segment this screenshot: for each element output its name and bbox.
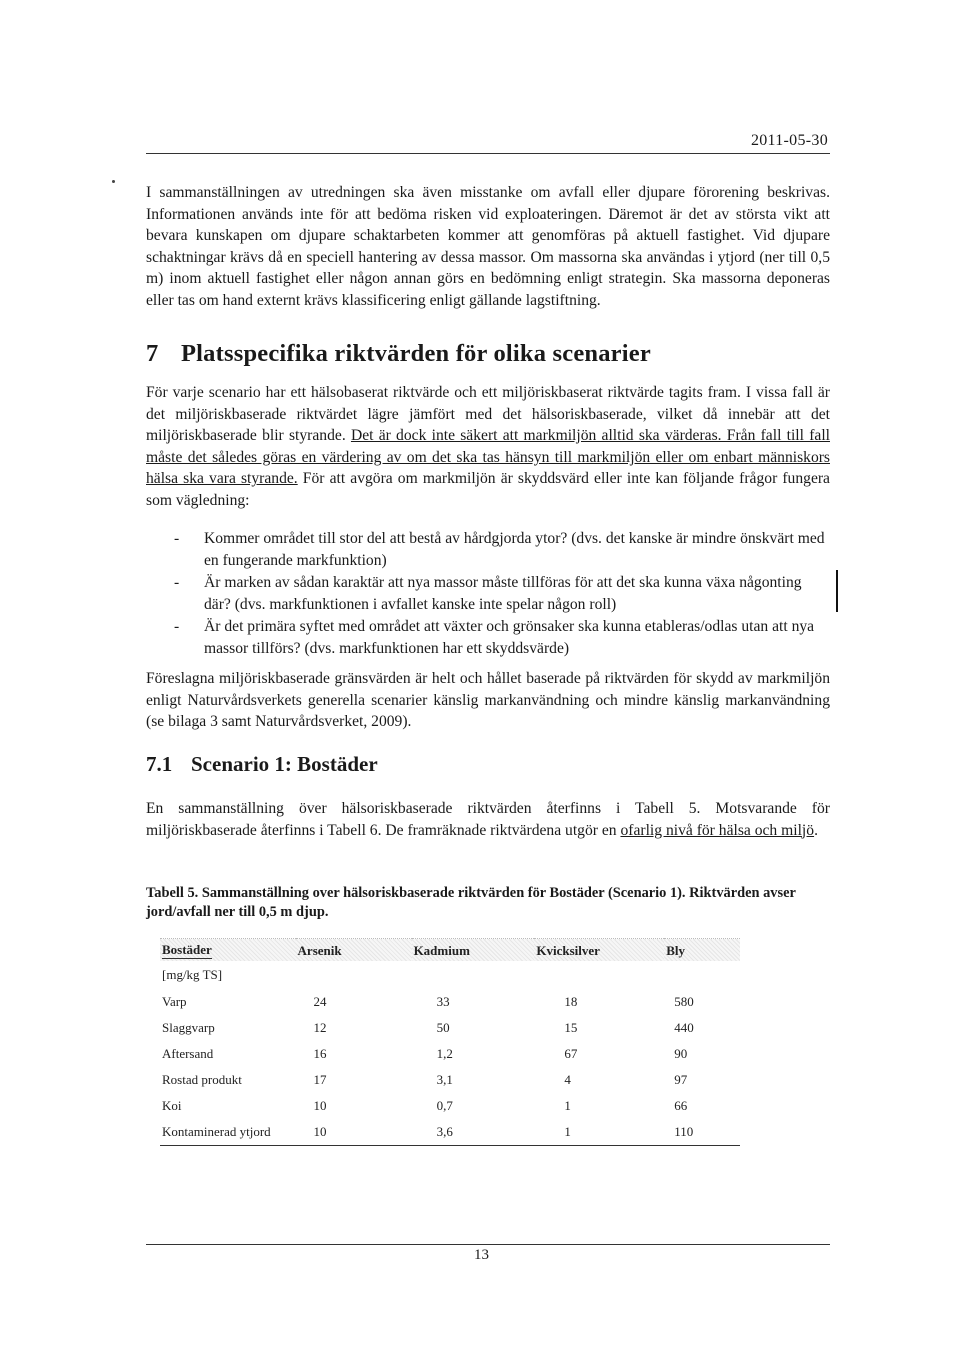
- header-date: 2011-05-30: [750, 132, 828, 149]
- section-7-heading: [146, 340, 651, 368]
- list-item-text: Kommer området till stor del att bestå av hårdgjorda ytor? (dvs. det kanske är mindre önskvärt med en fungerande markfunktion): [204, 530, 825, 569]
- table-cell: 10: [313, 1098, 327, 1113]
- table-cell: 4: [564, 1072, 571, 1087]
- table-cell: 24: [313, 994, 327, 1009]
- table-header-row: [160, 939, 740, 962]
- section-7-text-start: För varje scenario har ett hälsobaserat riktvärde och ett miljöriskbaserat riktvärde tagits fram. I vissa fall är det miljöriskbaserade riktvärdet lägre jämfört med det hälsoriskbaserade, vilket då innebär att det miljöriskbaserade blir styrande.: [146, 384, 830, 445]
- bullet-dash: -: [174, 618, 180, 636]
- bullet-dash: -: [174, 530, 180, 547]
- intro-paragraph: I sammanställningen av utredningen ska även misstanke om avfall eller djupare förorening beskrivas. Informationen används inte för att bedöma risken vid exploateringen. Däremot är det av största vikt att bevara kunskapen om djupare schaktarbeten kommer att genomföras på aktuell fastighet. Vid djupare schaktningar krävs då en speciell hantering av dessa massor. Om massorna ska användas i ytjord (ner till 0,5 m) inom aktuell fastighet eller någon annan görs en bedömning enligt strategin. Ska massorna deponeras eller tas om hand externt krävs klassificering enligt gällande lagstiftning.: [146, 184, 830, 309]
- table-cell: 15: [564, 1020, 578, 1035]
- unit-row: [160, 961, 740, 989]
- section-7-underlined-text: Det är dock inte säkert att markmiljön alltid ska värderas. Från fall till fall måste det således göras en värdering av om det ska tas hänsyn till markmiljön eller om enbart människors hälsa ska vara styrande.: [146, 427, 830, 488]
- table-cell: 17: [313, 1072, 327, 1087]
- table-cell: Rostad produkt: [162, 1072, 242, 1087]
- section-7-1-number: 7.1: [146, 752, 173, 776]
- table-cell: 1: [564, 1098, 571, 1113]
- section-7-1-underlined-text: ofarlig nivå för hälsa och miljö: [620, 821, 815, 839]
- column-header: Arsenik: [296, 939, 412, 962]
- table-cell: Kontaminerad ytjord: [160, 1119, 296, 1146]
- section-7-text-end: För att avgöra om markmiljön är skyddsvärd eller inte kan följande frågor fungera som vägledning:: [146, 470, 830, 509]
- scan-speck: [112, 180, 115, 183]
- table-cell: 3,6: [412, 1119, 535, 1146]
- table-cell: Aftersand: [162, 1046, 214, 1061]
- footer-rule: [146, 1244, 830, 1245]
- table-cell: Varp: [162, 994, 187, 1009]
- table-cell: 33: [436, 994, 450, 1009]
- list-item-text: Är det primära syftet med området att växter och grönsaker ska kunna etableras/odlas utan att nya massor tillförs? (dvs. markfunktionen har ett skyddsvärde): [204, 618, 815, 657]
- table-cell: 66: [674, 1098, 688, 1113]
- guidance-question-list: [146, 528, 830, 661]
- conclusion-paragraph: Föreslagna miljöriskbaserade gränsvärden är helt och hållet baserade på riktvärden för skydd av markmiljön enligt Naturvårdsverkets generella scenarier känslig markanvändning och mindre känslig markanvändning (se bilaga 3 samt Naturvårdsverket, 2009).: [146, 670, 830, 731]
- table-cell: 440: [674, 1020, 694, 1035]
- section-7-title: Platsspecifika riktvärden för olika scenarier: [181, 340, 651, 367]
- table-5: [160, 938, 740, 1146]
- revision-change-bar: [836, 570, 838, 612]
- unit-label: [mg/kg TS]: [162, 967, 223, 982]
- section-7-paragraph: [146, 382, 830, 512]
- section-7-1-paragraph: [146, 798, 830, 841]
- table-row: [160, 1041, 740, 1067]
- table-row: [160, 1093, 740, 1119]
- column-header: Bly: [664, 939, 740, 962]
- table-row: [160, 1067, 740, 1093]
- table-cell: Koi: [162, 1098, 182, 1113]
- table-cell: 3,1: [436, 1072, 453, 1087]
- table-cell: 90: [674, 1046, 688, 1061]
- table-cell: 50: [436, 1020, 450, 1035]
- table-cell: 18: [564, 994, 578, 1009]
- table-cell: 580: [674, 994, 694, 1009]
- table-row: [160, 1119, 740, 1146]
- column-header: Kadmium: [412, 939, 535, 962]
- table-row: [160, 989, 740, 1015]
- table-cell: 67: [564, 1046, 578, 1061]
- column-header: Kvicksilver: [534, 939, 664, 962]
- table-cell: 10: [296, 1119, 412, 1146]
- list-item: [146, 528, 830, 571]
- list-item-text: Är marken av sådan karaktär att nya massor måste tillföras för att det ska kunna växa någonting där? (dvs. markfunktionen i avfallet kanske inte spelar någon roll): [204, 574, 802, 613]
- table-cell: Slaggvarp: [162, 1020, 215, 1035]
- bullet-dash: -: [174, 574, 180, 592]
- table-cell: 1,2: [436, 1046, 453, 1061]
- table-row: [160, 1015, 740, 1041]
- table-cell: 97: [674, 1072, 688, 1087]
- column-header: Bostäder: [160, 939, 296, 962]
- section-7-1-text-start: En sammanställning över hälsoriskbaserade riktvärden återfinns i Tabell 5. Motsvarande för miljöriskbaserade återfinns i Tabell 6. De framräknade riktvärdena utgör en: [146, 800, 830, 839]
- table-cell: 110: [664, 1119, 740, 1146]
- table-cell: 12: [313, 1020, 327, 1035]
- section-7-1-heading: [146, 752, 378, 777]
- section-7-number: 7: [146, 340, 159, 367]
- header-rule: [146, 153, 830, 154]
- table-cell: 16: [313, 1046, 327, 1061]
- list-item: [146, 572, 830, 615]
- list-item: [146, 616, 830, 659]
- table-5-caption: Tabell 5. Sammanställning over hälsoriskbaserade riktvärden för Bostäder (Scenario 1). Riktvärden avser jord/avfall ner till 0,5 m djup.: [146, 885, 796, 920]
- section-7-1-text-end: .: [814, 821, 818, 839]
- section-7-1-title: Scenario 1: Bostäder: [191, 752, 378, 776]
- table-cell: 1: [534, 1119, 664, 1146]
- page-number: 13: [474, 1247, 489, 1263]
- table-cell: 0,7: [436, 1098, 453, 1113]
